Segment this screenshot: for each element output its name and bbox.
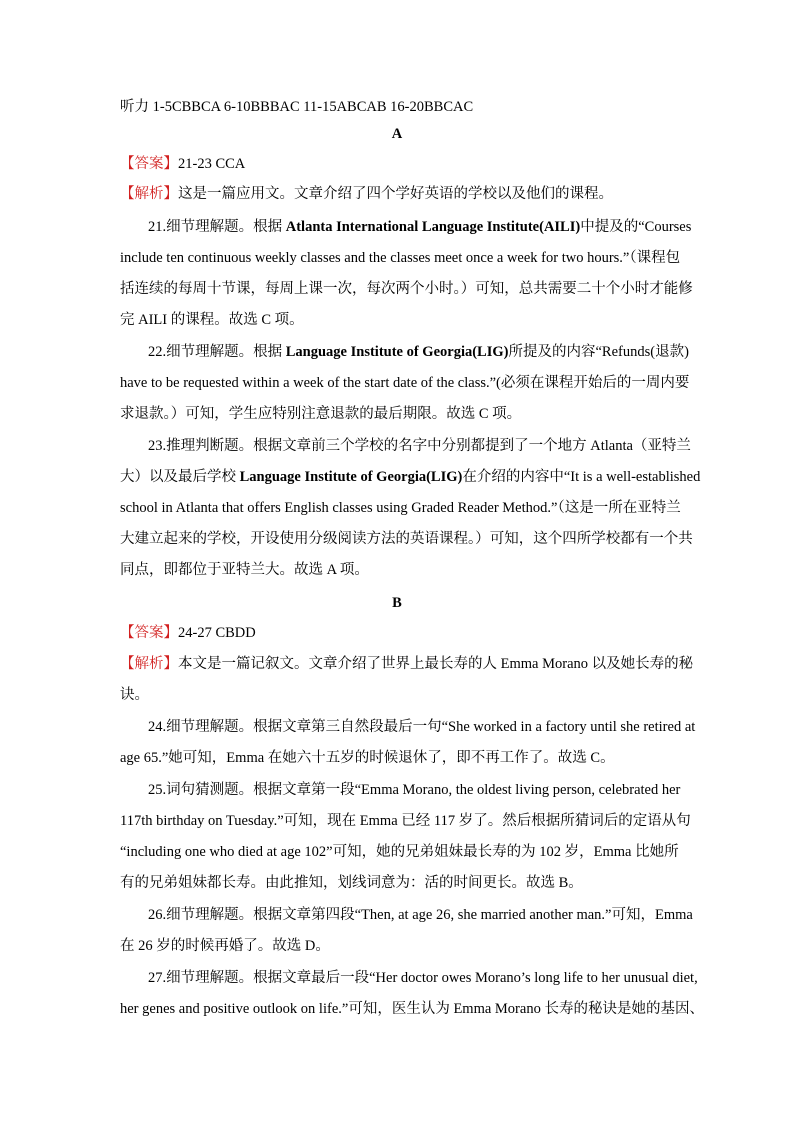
q23-line-4: 大建立起来的学校，开设使用分级阅读方法的英语课程。）可知，这个四所学校都有一个共 bbox=[120, 531, 693, 547]
listening-answers: 听力 1-5CBBCA 6-10BBBAC 11-15ABCAB 16-20BBCAC bbox=[120, 99, 474, 115]
q22-line-1 bbox=[148, 343, 689, 361]
q25-line-3: “including one who died at age 102”可知，她的兄弟姐妹最长寿的为 102 岁，Emma 比她所 bbox=[120, 844, 679, 860]
q21-post: 中提及的“Courses bbox=[580, 219, 692, 235]
analysis-tag: 【解析】 bbox=[120, 186, 178, 202]
q21-line-3: 括连续的每周十节课，每周上课一次，每次两个小时。）可知，总共需要二十个小时才能修 bbox=[120, 281, 693, 297]
section-b-answer bbox=[120, 624, 256, 642]
section-b-analysis-line-2: 诀。 bbox=[120, 687, 149, 703]
section-a-analysis bbox=[120, 185, 613, 203]
analysis-text: 这是一篇应用文。文章介绍了四个学好英语的学校以及他们的课程。 bbox=[178, 186, 613, 202]
answer-tag: 【答案】 bbox=[120, 625, 178, 641]
q23-line-3: school in Atlanta that offers English classes using Graded Reader Method.”（这是一所在亚特兰 bbox=[120, 500, 681, 516]
answer-tag: 【答案】 bbox=[120, 156, 178, 172]
answer-value: 24-27 CBDD bbox=[178, 625, 256, 641]
q27-line-2: her genes and positive outlook on life.”可知，医生认为 Emma Morano 长寿的秘诀是她的基因、 bbox=[120, 1001, 704, 1017]
q24-line-2: age 65.”她可知，Emma 在她六十五岁的时候退休了，即不再工作了。故选 C。 bbox=[120, 750, 615, 766]
analysis-text: 本文是一篇记叙文。文章介绍了世界上最长寿的人 Emma Morano 以及她长寿的秘 bbox=[178, 656, 694, 672]
q22-line-3: 求退款。）可知，学生应特别注意退款的最后期限。故选 C 项。 bbox=[120, 406, 522, 422]
answer-value: 21-23 CCA bbox=[178, 156, 246, 172]
q23-pre: 大）以及最后学校 bbox=[120, 469, 240, 485]
q23-post: 在介绍的内容中“It is a well-established bbox=[462, 469, 701, 485]
q22-line-2: have to be requested within a week of the start date of the class.”(必须在课程开始后的一周内要 bbox=[120, 375, 690, 391]
q23-school-name: Language Institute of Georgia(LIG) bbox=[239, 469, 463, 485]
q23-line-2 bbox=[120, 468, 700, 486]
q21-school-name: Atlanta International Language Institute(AILI) bbox=[285, 219, 581, 235]
section-a-answer bbox=[120, 155, 245, 173]
q23-line-1: 23.推理判断题。根据文章前三个学校的名字中分别都提到了一个地方 Atlanta（亚特兰 bbox=[148, 438, 691, 454]
q26-line-1: 26.细节理解题。根据文章第四段“Then, at age 26, she married another man.”可知，Emma bbox=[148, 907, 693, 923]
q26-line-2: 在 26 岁的时候再婚了。故选 D。 bbox=[120, 938, 330, 954]
q22-school-name: Language Institute of Georgia(LIG) bbox=[285, 344, 509, 360]
q25-line-2: 117th birthday on Tuesday.”可知，现在 Emma 已经 117 岁了。然后根据所猜词后的定语从句 bbox=[120, 813, 691, 829]
q21-line-1 bbox=[148, 218, 691, 236]
q22-pre: 22.细节理解题。根据 bbox=[148, 344, 286, 360]
q27-line-1: 27.细节理解题。根据文章最后一段“Her doctor owes Morano’s long life to her unusual diet, bbox=[148, 970, 698, 986]
section-b-title: B bbox=[392, 595, 402, 611]
q21-pre: 21.细节理解题。根据 bbox=[148, 219, 286, 235]
q22-post: 所提及的内容“Refunds(退款) bbox=[508, 344, 689, 360]
q24-line-1: 24.细节理解题。根据文章第三自然段最后一句“She worked in a factory until she retired at bbox=[148, 719, 696, 735]
q25-line-4: 有的兄弟姐妹都长寿。由此推知，划线词意为：活的时间更长。故选 B。 bbox=[120, 875, 583, 891]
analysis-tag: 【解析】 bbox=[120, 656, 178, 672]
section-a-title: A bbox=[391, 126, 403, 142]
section-b-analysis-line-1 bbox=[120, 655, 693, 673]
q21-line-2: include ten continuous weekly classes and the classes meet once a week for two hours.”（课程包 bbox=[120, 250, 681, 266]
q25-line-1: 25.词句猜测题。根据文章第一段“Emma Morano, the oldest living person, celebrated her bbox=[148, 782, 681, 798]
q21-line-4: 完 AILI 的课程。故选 C 项。 bbox=[120, 312, 304, 328]
q23-line-5: 同点，即都位于亚特兰大。故选 A 项。 bbox=[120, 562, 369, 578]
